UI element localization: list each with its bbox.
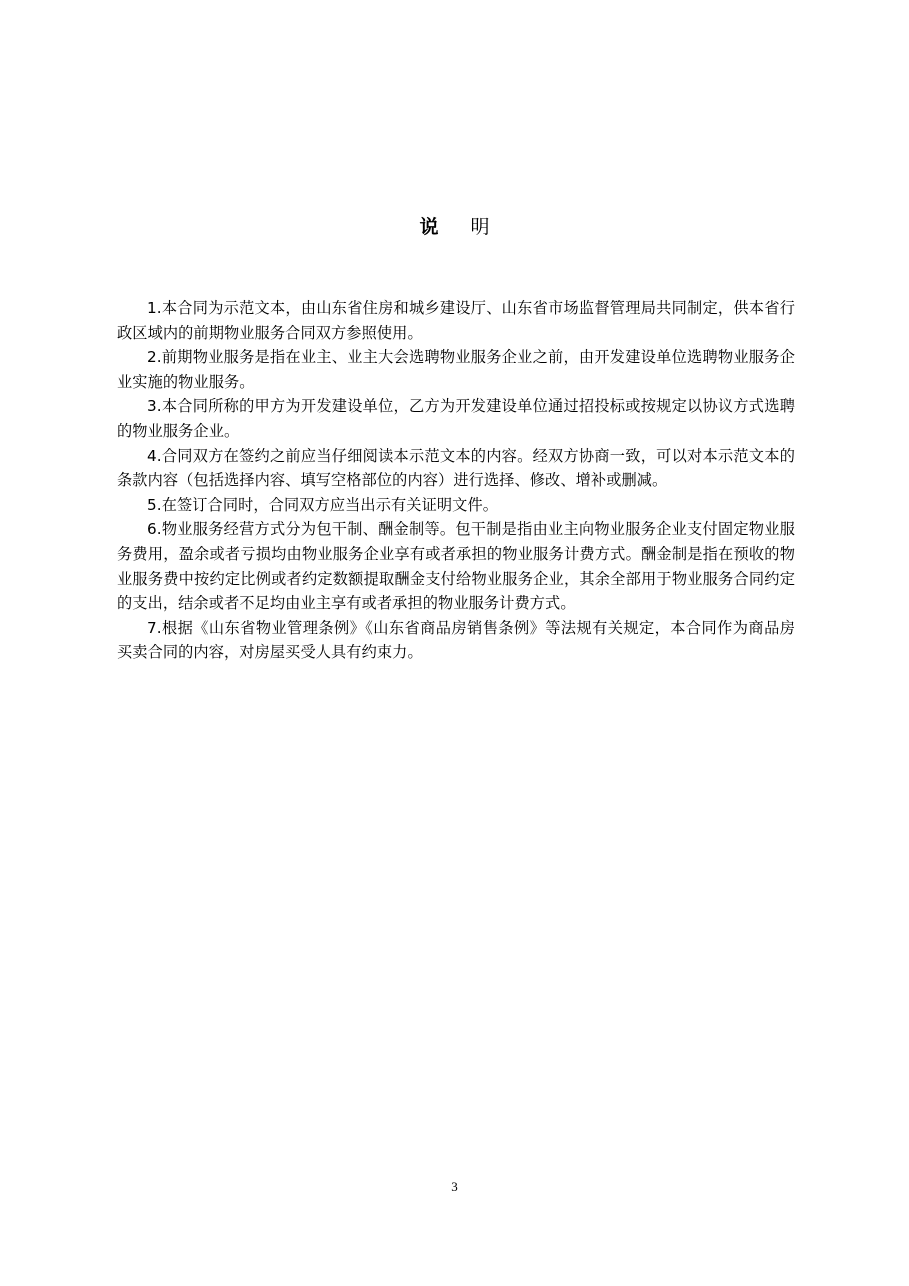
page-title — [0, 214, 909, 240]
paragraph-2: 2.前期物业服务是指在业主、业主大会选聘物业服务企业之前，由开发建设单位选聘物业服务企业实施的物业服务。 — [117, 348, 795, 391]
paragraph-6: 6.物业服务经营方式分为包干制、酬金制等。包干制是指由业主向物业服务企业支付固定物业服务费用，盈余或者亏损均由物业服务企业享有或者承担的物业服务计费方式。酬金制是指在预收的物业服务费中按约定比例或者约定数额提取酬金支付给物业服务企业，其余全部用于物业服务合同约定的支出，结余或者不足均由业主享有或者承担的物业服务计费方式。 — [117, 520, 795, 613]
document-body — [117, 296, 795, 665]
paragraph-3: 3.本合同所称的甲方为开发建设单位，乙方为开发建设单位通过招投标或按规定以协议方式选聘的物业服务企业。 — [117, 397, 795, 440]
paragraph-5: 5.在签订合同时，合同双方应当出示有关证明文件。 — [147, 495, 499, 514]
page-number: 3 — [451, 1179, 458, 1194]
title-char-2: 明 — [470, 216, 490, 238]
paragraph-4: 4.合同双方在签约之前应当仔细阅读本示范文本的内容。经双方协商一致，可以对本示范文本的条款内容（包括选择内容、填写空格部位的内容）进行选择、修改、增补或删减。 — [117, 446, 795, 490]
paragraph-1: 1.本合同为示范文本，由山东省住房和城乡建设厅、山东省市场监督管理局共同制定，供本省行政区域内的前期物业服务合同双方参照使用。 — [117, 299, 795, 342]
title-char-1: 说 — [419, 216, 439, 238]
paragraph-7: 7.根据《山东省物业管理条例》《山东省商品房销售条例》等法规有关规定，本合同作为商品房买卖合同的内容，对房屋买受人具有约束力。 — [117, 618, 795, 662]
